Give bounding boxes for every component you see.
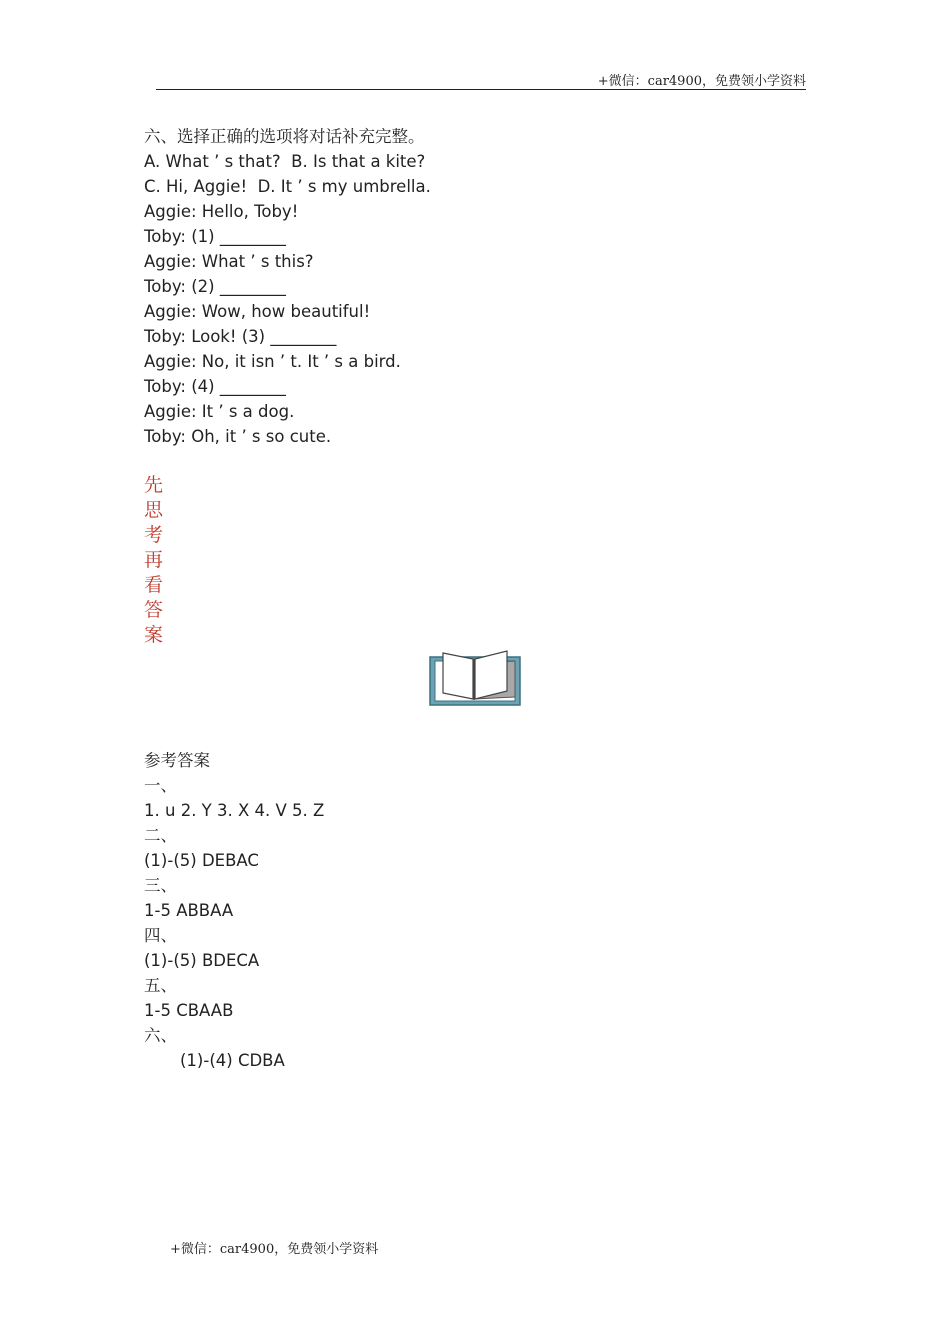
dialogue-line: Aggie: It ’ s a dog. [144,402,295,421]
answer-key-title: 参考答案 [144,751,210,770]
dialogue-line: Aggie: No, it isn ’ t. It ’ s a bird. [144,352,401,371]
answer-section-label: 三、 [144,876,177,895]
section-title: 六、选择正确的选项将对话补充完整。 [144,127,425,146]
dialogue-line: Toby: Oh, it ’ s so cute. [144,427,332,446]
answer-section-label: 四、 [144,926,177,945]
footer-text: +微信：car4900，免费领小学资料 [170,1242,379,1257]
dialogue-line: Toby: (1) ________ [144,227,286,246]
open-book-icon [429,649,521,707]
exercise-section-6 [144,124,784,449]
prompt-char: 案 [144,624,164,646]
prompt-char: 看 [144,574,164,596]
answer-section-label: 二、 [144,826,177,845]
dialogue-line: Aggie: What ’ s this? [144,252,314,271]
prompt-char: 考 [144,524,164,546]
dialogue-line: Toby: (4) ________ [144,377,286,396]
prompt-char: 思 [144,499,164,521]
option-line: A. What ’ s that? B. Is that a kite? [144,152,426,171]
think-first-prompt [144,473,168,648]
answer-section-value: (1)-(5) BDECA [144,951,260,970]
answer-key [144,748,784,1073]
dialogue-line: Toby: (2) ________ [144,277,286,296]
answer-section-value: 1-5 CBAAB [144,1001,234,1020]
prompt-char: 答 [144,599,164,621]
dialogue-line: Aggie: Hello, Toby! [144,202,299,221]
prompt-char: 先 [144,474,164,496]
answer-section-label: 六、 [144,1026,177,1045]
answer-section-label: 一、 [144,776,177,795]
header-text: +微信：car4900，免费领小学资料 [597,74,806,89]
prompt-char: 再 [144,549,164,571]
dialogue-line: Aggie: Wow, how beautiful! [144,302,371,321]
answer-section-value: 1. u 2. Y 3. X 4. V 5. Z [144,801,325,820]
header-rule [156,89,806,90]
answer-section-value: (1)-(4) CDBA [180,1051,285,1070]
answer-section-label: 五、 [144,976,177,995]
answer-section-value: 1-5 ABBAA [144,901,234,920]
dialogue-line: Toby: Look! (3) ________ [144,327,337,346]
answer-section-value: (1)-(5) DEBAC [144,851,259,870]
option-line: C. Hi, Aggie! D. It ’ s my umbrella. [144,177,431,196]
